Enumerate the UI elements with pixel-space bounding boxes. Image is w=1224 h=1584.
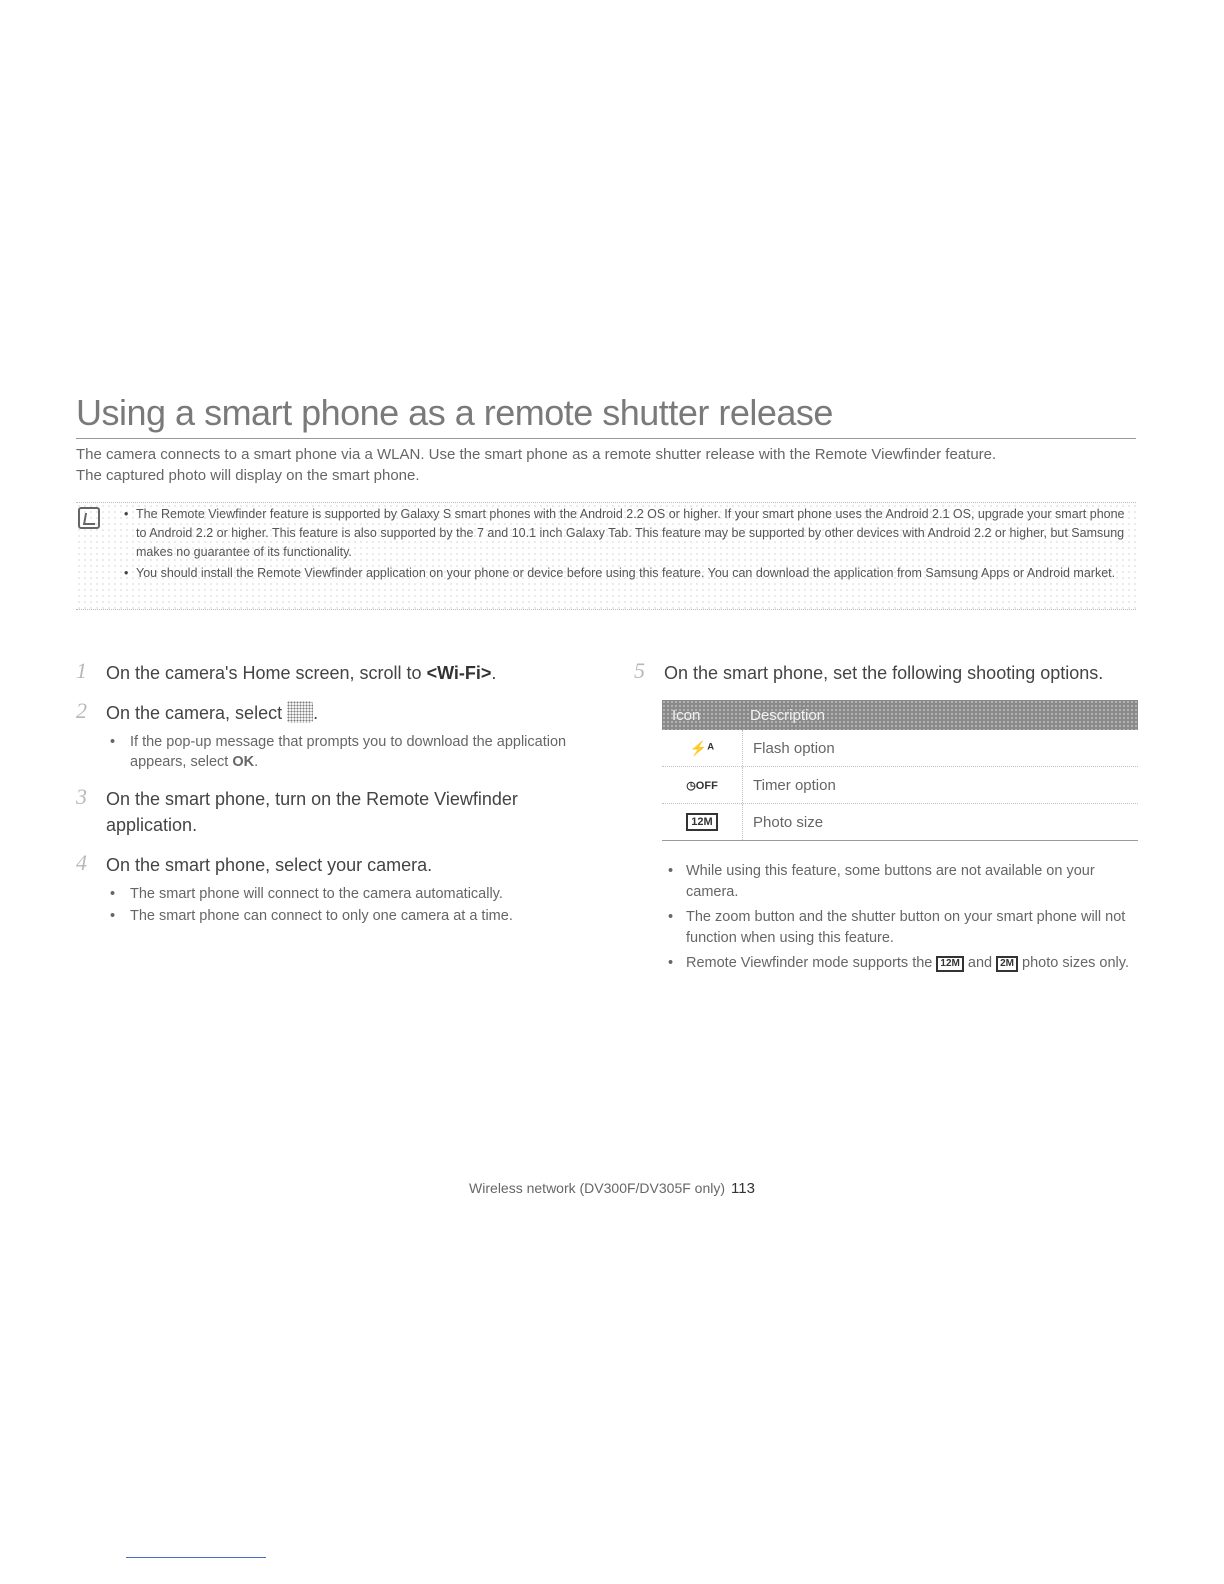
note-item: • The Remote Viewfinder feature is supported by Galaxy S smart phones with the Android 2.2 OS or higher. If your smart phone uses the Android 2.1 OS, upgrade your smart phone to Android 2.2 or higher. This feature is also supported by the 7 and 10.1 inch Galaxy Tab. This feature may be supported by other devices with Android 2.2 or higher, but Samsung makes no guarantee of its functionality. [124,505,1134,562]
note-box [76,502,1136,610]
table-header [662,700,1138,730]
step-text: On the smart phone, select your camera. [106,855,433,875]
photo-size-2m-icon: 2M [996,956,1018,972]
table-row [662,730,1138,767]
step-sub-item: • The smart phone will connect to the camera automatically. [126,884,570,904]
right-notes-list [634,861,1146,974]
step-text-part: On the camera, select [106,703,288,723]
note-item [686,953,1146,974]
step-text: On the smart phone, set the following shooting options. [664,663,1104,683]
step-sub-list [106,884,570,926]
step-text: On the smart phone, turn on the Remote Viewfinder application. [106,789,518,835]
table-row [662,767,1138,804]
table-icon-cell [662,730,743,766]
note-item: • You should install the Remote Viewfinder application on your phone or device before using this feature. You can download the application from Samsung Apps or Android market. [124,564,1134,583]
step-5 [634,660,1134,686]
step-text-part: . [313,703,319,723]
table-row [662,804,1138,841]
footer-divider [126,1557,266,1558]
table-description: Timer option [753,776,836,794]
step-sub-list [106,732,570,772]
shooting-options-table [662,700,1138,841]
steps-left-column [76,658,570,940]
step-text-part: . [491,663,497,683]
step-text-part: On the camera's Home screen, scroll to [106,663,427,683]
table-icon-cell [662,767,743,803]
table-icon-cell [662,804,743,840]
step-text [106,660,570,686]
page-footer [0,1180,1224,1197]
footer-section: Wireless network (DV300F/DV305F only) [469,1180,726,1196]
note-item: • While using this feature, some buttons are not available on your camera. [686,861,1146,903]
intro-line: The captured photo will display on the smart phone. [76,467,420,484]
step-number: 3 [76,784,87,809]
intro-line: The camera connects to a smart phone via a WLAN. Use the smart phone as a remote shutter release with the Remote Viewfinder feature. [76,446,997,463]
sub-text-part: . [254,754,259,770]
table-header-cell: Description [750,706,826,724]
page-title: Using a smart phone as a remote shutter release [76,392,1136,439]
step-sub-item [126,732,570,772]
photo-size-12m-icon: 12M [936,956,963,972]
step-4 [76,850,570,926]
step-number: 4 [76,850,87,875]
note-icon [78,507,100,529]
note-text-part: photo sizes only. [1018,955,1129,971]
page-number: 113 [731,1180,755,1197]
step-3 [76,784,570,838]
sub-text-part: If the pop-up message that prompts you to download the application appears, select [130,734,567,770]
table-description: Photo size [753,813,824,831]
sub-bold-term: OK [232,754,255,770]
step-text [106,700,570,726]
step-1 [76,658,570,686]
steps-right-column [634,660,1134,978]
table-header-cell: Icon [672,706,701,724]
table-description: Flash option [753,739,835,757]
step-bold-term: <Wi-Fi> [426,663,492,683]
timer-off-icon: ◷OFF [686,779,718,792]
note-text-part: Remote Viewfinder mode supports the [686,955,937,971]
step-2 [76,698,570,772]
photo-size-icon: 12M [686,813,717,831]
note-item: • The zoom button and the shutter button on your smart phone will not function when using this feature. [686,907,1146,949]
remote-viewfinder-icon [287,701,313,723]
step-number: 1 [76,658,87,683]
step-sub-item: • The smart phone can connect to only one camera at a time. [126,906,570,926]
flash-icon: ⚡ᴬ [689,739,715,756]
step-number: 5 [634,658,645,683]
intro-text [76,444,1146,486]
note-list [124,505,1134,585]
step-number: 2 [76,698,87,723]
note-text-part: and [963,955,997,971]
